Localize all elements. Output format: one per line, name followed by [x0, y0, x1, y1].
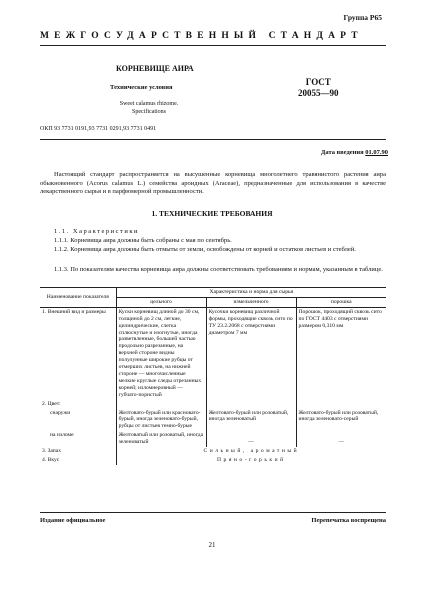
row2a-label: снаружи: [50, 409, 71, 416]
page-number: 21: [208, 541, 216, 549]
requirements-table: [40, 287, 386, 465]
row4-value: Пряно-горький: [116, 456, 386, 465]
row1-powder: Порошок, проходящий сквозь сито по ГОСТ 4403 с отверстиями размером 0,310 мм: [296, 307, 386, 399]
row2b-whole: Желтоватый или розоватый, иногда зеленоватый: [116, 431, 206, 447]
header-whole: цельного: [116, 297, 206, 307]
row2b-powder: —: [296, 431, 386, 447]
row4-label: 4. Вкус: [42, 456, 60, 463]
intro-date-value: 01.07.90: [365, 149, 388, 156]
group-code: Группа Р65: [343, 13, 382, 22]
intro-date-label: Дата введения: [320, 149, 364, 156]
gost-label: ГОСТ: [305, 77, 331, 87]
table-row: [40, 431, 386, 447]
header-group: Характеристика и норма для сырья: [116, 288, 386, 298]
header-powder: порошка: [296, 297, 386, 307]
table-row: [40, 447, 386, 456]
gost-code: 20055—90: [298, 88, 339, 98]
intro-date: [321, 149, 388, 156]
table-row: [40, 456, 386, 465]
footer-reprint-notice: Перепечатка воспрещена: [311, 517, 386, 524]
clause-1-1-1: 1.1.1. Корневища аира должны быть собраны с мая по сентябрь.: [54, 237, 232, 244]
clause-1-1-2: 1.1.2. Корневища аира должны быть отмыты от земли, освобождены от корней и остатков листьев и стеблей.: [54, 246, 356, 253]
subsection-1-1: 1.1. Характеристики: [54, 228, 139, 235]
intro-paragraph: Настоящий стандарт распространяется на высушенные корневища многолетнего травянистого растения аира обыкновенного (Acorus calamus L.) семейства ароидных (Araceae), предназначенные для использования в качестве лекарственного сырья и в парфюмерной промышленности.: [40, 171, 386, 195]
row1-whole: Куски корневищ длиной до 30 см, толщиной до 2 см, легкие, цилиндрические, слегка сплюснутые и изогнутые, иногда разветвленные, большей частью продольно разрезанные, на верхней стороне видны полулунные широкие рубцы от отмерших листьев, на нижней стороне — многочисленные мелкие круглые следы отрезанных корней; изломнеровный — губчато-пористый: [116, 307, 206, 399]
english-title: [112, 100, 186, 116]
table-row: [40, 409, 386, 432]
row2-label: 2. Цвет:: [42, 400, 61, 407]
section-title: 1. ТЕХНИЧЕСКИЕ ТРЕБОВАНИЯ: [151, 209, 273, 218]
banner-rule: [40, 45, 386, 46]
header-indicator: Наименование показателя: [40, 288, 116, 308]
okp-codes: ОКП 93 7731 0191,93 7731 0291,93 7731 0491: [40, 126, 157, 132]
row3-label: 3. Запах: [42, 448, 62, 455]
footer-official-edition: Издание официальное: [40, 517, 106, 524]
row2a-whole: Желтовато-бурый или красновато-бурый, иногда зеленовато-бурый, рубцы от листьев темно-бурые: [116, 409, 206, 432]
document-title: КОРНЕВИЩЕ АИРА: [116, 64, 194, 73]
english-title-line2: Specifications: [132, 109, 166, 115]
document-subtitle: Технические условия: [110, 84, 173, 91]
standard-banner: МЕЖГОСУДАРСТВЕННЫЙ СТАНДАРТ: [40, 31, 363, 41]
row3-value: Сильный, ароматный: [116, 447, 386, 456]
header-crushed: измельченного: [206, 297, 296, 307]
row2b-crushed: —: [206, 431, 296, 447]
row1-label: 1. Внешний вид и размеры: [42, 308, 106, 315]
row1-crushed: Кусочки корневищ различной формы, проходящие сквозь сито по ТУ 23.2.2068 с отверстиями диаметром 7 мм: [206, 307, 296, 399]
row2b-label: на изломе: [50, 432, 74, 439]
clause-1-1-3: 1.1.3. По показателям качества корневища аира должны соответствовать требованиям и нормам, указанным в таблице.: [54, 266, 383, 273]
row2a-crushed: Желтовато-бурый или розоватый, иногда зеленоватый: [206, 409, 296, 432]
table-row: [40, 307, 386, 399]
table-row: [40, 400, 386, 409]
okp-rule: [40, 139, 386, 140]
row2a-powder: Желтовато-бурый или розоватый, иногда зеленовато-серый: [296, 409, 386, 432]
gost-number: [298, 77, 339, 99]
english-title-line1: Sweet calamus rhizome.: [119, 101, 179, 107]
footer-rule: [40, 512, 386, 513]
